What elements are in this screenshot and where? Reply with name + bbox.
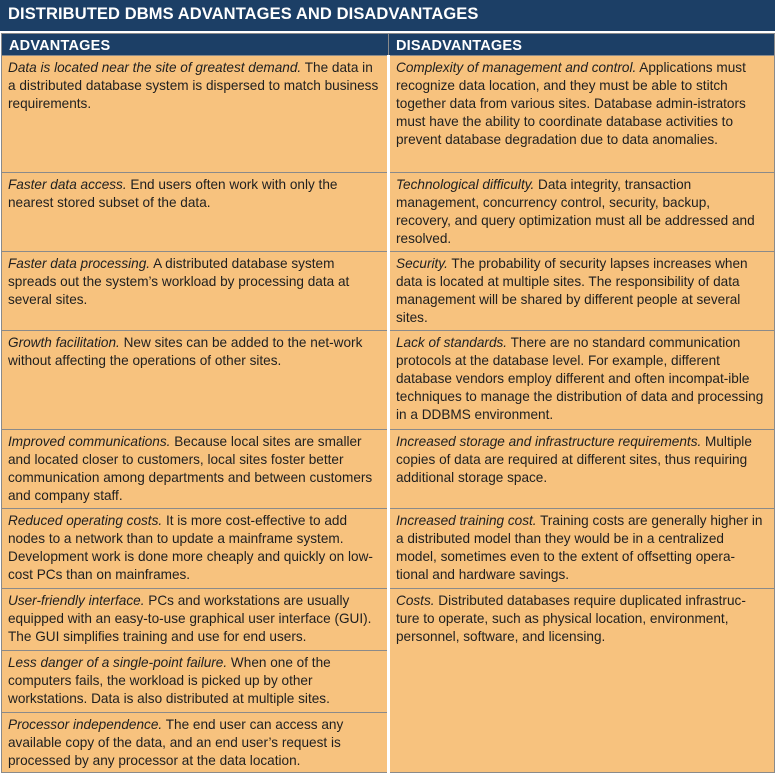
disadvantage-lead: Increased storage and infrastructure requirements. [396, 434, 702, 449]
disadvantage-cell [389, 331, 775, 430]
disadvantage-lead: Security. [396, 256, 448, 271]
disadvantage-text: Training costs are generally higher in a distributed model than they would be in a centralized model, sometimes even to the extent of offsetting opera-tional and hardware savings. [396, 513, 763, 582]
advantage-cell [2, 713, 389, 773]
disadvantage-cell [389, 173, 775, 252]
disadvantages-header: DISADVANTAGES [389, 34, 775, 56]
advantage-lead: Improved communications. [8, 434, 171, 449]
advantage-lead: Reduced operating costs. [8, 513, 163, 528]
advantage-text: A distributed database system spreads out the system’s workload by processing data at several sites. [8, 256, 350, 307]
table-row [2, 430, 775, 509]
advantages-disadvantages-table [1, 33, 775, 773]
disadvantage-lead: Complexity of management and control. [396, 60, 637, 75]
advantage-cell [2, 331, 389, 430]
advantage-cell [2, 509, 389, 589]
advantage-cell [2, 173, 389, 252]
advantage-lead: Processor independence. [8, 717, 163, 732]
disadvantage-text: The probability of security lapses increases when data is located at multiple sites. The responsibility of data management will be shared by different people at several sites. [396, 256, 748, 325]
disadvantage-text: Data integrity, transaction management, concurrency control, security, backup, recovery, and query optimization must all be addressed and resolved. [396, 177, 755, 246]
disadvantage-lead: Technological difficulty. [396, 177, 535, 192]
advantage-lead: User-friendly interface. [8, 593, 145, 608]
advantage-cell [2, 56, 389, 173]
advantage-lead: Faster data access. [8, 177, 127, 192]
disadvantage-cell [389, 430, 775, 509]
advantage-cell [2, 252, 389, 331]
table-row [2, 252, 775, 331]
advantage-cell [2, 589, 389, 651]
advantage-lead: Data is located near the site of greatest demand. [8, 60, 302, 75]
advantage-text: Because local sites are smaller and located closer to customers, local sites foster better communication among departments and between customers and company staff. [8, 434, 373, 503]
advantage-text: The end user can access any available copy of the data, and an end user’s request is processed by any processor at the data location. [8, 717, 344, 768]
advantage-text: It is more cost-effective to add nodes to a network than to update a mainframe system. Development work is done more cheaply and quickly on low-cost PCs than on mainframes. [8, 513, 373, 582]
disadvantage-cell [389, 56, 775, 173]
disadvantage-text: There are no standard communication protocols at the database level. For example, different database vendors employ different and often incompat-ible techniques to manage the distribution of data and processing in a DDBMS environment. [396, 335, 764, 422]
header-row [2, 34, 775, 56]
advantage-cell [2, 430, 389, 509]
disadvantage-cell [389, 509, 775, 589]
advantage-text: When one of the computers fails, the workload is picked up by other workstations. Data is also distributed at multiple sites. [8, 655, 331, 706]
advantage-lead: Faster data processing. [8, 256, 151, 271]
advantage-cell [2, 651, 389, 713]
advantage-text: The data in a distributed database system is dispersed to match business requirements. [8, 60, 379, 111]
disadvantage-lead: Costs. [396, 593, 435, 608]
advantage-text: End users often work with only the nearest stored subset of the data. [8, 177, 338, 210]
table-row [2, 173, 775, 252]
advantage-text: PCs and workstations are usually equipped with an easy-to-use graphical user interface (GUI). The GUI simplifies training and use for end users. [8, 593, 372, 644]
advantages-header: ADVANTAGES [2, 34, 389, 56]
table-row [2, 509, 775, 589]
disadvantage-lead: Increased training cost. [396, 513, 537, 528]
disadvantage-lead: Lack of standards. [396, 335, 508, 350]
table-row [2, 331, 775, 430]
advantage-lead: Growth facilitation. [8, 335, 120, 350]
table-row [2, 56, 775, 173]
disadvantage-text: Applications must recognize data location, and they must be able to stitch together data from various sites. Database admin-istrators must have the ability to coordinate database activities to prevent database degradation due to data anomalies. [396, 60, 746, 147]
table-title: DISTRIBUTED DBMS ADVANTAGES AND DISADVANTAGES [0, 0, 775, 31]
disadvantage-cell [389, 252, 775, 331]
table-row [2, 589, 775, 651]
advantage-text: New sites can be added to the net-work without affecting the operations of other sites. [8, 335, 363, 368]
advantage-lead: Less danger of a single-point failure. [8, 655, 228, 670]
disadvantage-cell [389, 589, 775, 773]
disadvantage-text: Distributed databases require duplicated infrastruc-ture to operate, such as physical location, environment, personnel, software, and licensing. [396, 593, 746, 644]
disadvantage-text: Multiple copies of data are required at different sites, thus requiring additional storage space. [396, 434, 752, 485]
